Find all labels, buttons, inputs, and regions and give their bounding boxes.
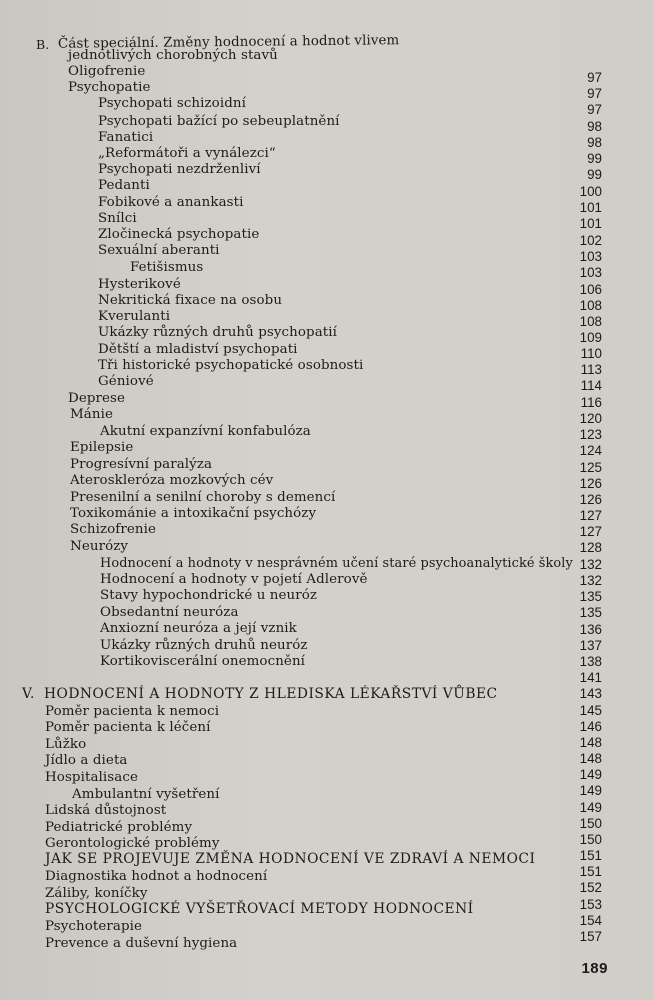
toc-entry-label: Psychopati bažící po sebeuplatnění (98, 114, 340, 129)
toc-entry-page: 132 (579, 557, 602, 572)
toc-entry-label: JAK SE PROJEVUJE ZMĚNA HODNOCENÍ VE ZDRAVÍ A NEMOCI (45, 851, 536, 867)
toc-entry-page: 103 (579, 249, 602, 264)
toc-entry-label: Tři historické psychopatické osobnosti (98, 358, 364, 373)
toc-entry-page: 151 (579, 864, 602, 879)
toc-entry-label: Anxiozní neuróza a její vznik (100, 621, 297, 636)
toc-entry-page: 146 (579, 719, 602, 734)
toc-entry-label: Psychopati schizoidní (98, 96, 247, 111)
toc-entry-page: 99 (587, 167, 602, 182)
toc-entry-page: 152 (579, 880, 602, 895)
toc-entry-label: Schizofrenie (70, 522, 157, 537)
toc-entry-label: Psychopatie (68, 80, 151, 95)
toc-entry-label: Záliby, koníčky (45, 886, 148, 901)
toc-entry-page: 101 (579, 200, 602, 215)
toc-entry-page: 100 (579, 184, 602, 199)
toc-entry-page: 103 (579, 265, 602, 280)
toc-entry-label: Prevence a duševní hygiena (45, 936, 238, 951)
toc-entry-page: 101 (579, 216, 602, 231)
toc-entry-page: 102 (579, 233, 602, 248)
toc-entry-page: 137 (579, 638, 602, 653)
section-b-title-line2: jednotlivých chorobných stavů (68, 48, 278, 63)
toc-entry-label: Diagnostika hodnot a hodnocení (45, 869, 268, 884)
toc-entry-page: 120 (579, 411, 602, 426)
toc-entry-page: 106 (579, 282, 602, 297)
toc-entry-label: Presenilní a senilní choroby s demencí (70, 490, 336, 505)
toc-entry-page: 153 (579, 897, 602, 912)
toc-entry-label: Psychoterapie (45, 919, 143, 934)
toc-entry-label: Fobikové a anankasti (98, 195, 244, 210)
toc-entry-page: 99 (587, 151, 602, 166)
toc-entry-page: 154 (579, 913, 602, 928)
toc-entry-label: Hodnocení a hodnoty v pojetí Adlerově (100, 572, 368, 587)
toc-entry-page: 113 (580, 362, 602, 377)
toc-entry-page: 108 (579, 314, 602, 329)
toc-entry-page: 109 (579, 330, 602, 345)
toc-entry-page: 97 (587, 70, 602, 85)
toc-entry-label: Nekritická fixace na osobu (98, 293, 283, 308)
toc-entry-page: 148 (579, 751, 602, 766)
toc-entry-page: 150 (579, 816, 602, 831)
toc-entry-page: 108 (579, 298, 602, 313)
toc-entry-label: Gerontologické problémy (45, 836, 220, 851)
toc-entry-label: „Reformátoři a vynálezci“ (98, 146, 276, 161)
toc-entry-label: Ukázky různých druhů neuróz (100, 638, 308, 653)
toc-entry-page: 98 (587, 119, 602, 134)
toc-entry-label: Pediatrické problémy (45, 820, 193, 835)
toc-entry-page: 145 (579, 703, 602, 718)
toc-entry-page: 135 (579, 589, 602, 604)
toc-entry-page: 128 (579, 540, 602, 555)
toc-entry-page: 151 (579, 848, 602, 863)
toc-entry-label: Deprese (68, 391, 126, 406)
toc-entry-page: 136 (579, 622, 602, 637)
toc-entry-page: 114 (580, 378, 602, 393)
toc-entry-page: 149 (579, 767, 602, 782)
section-v-marker: V. (22, 686, 35, 702)
toc-entry-page: 116 (580, 395, 602, 410)
toc-entry-label: Géniové (98, 374, 154, 389)
toc-entry-page: 126 (579, 476, 602, 491)
toc-entry-label: Poměr pacienta k léčení (45, 720, 211, 735)
toc-entry-label: Hospitalisace (45, 770, 138, 785)
toc-entry-label: Kortikoviscerální onemocnění (100, 654, 306, 669)
toc-entry-label: Ukázky různých druhů psychopatií (98, 325, 338, 340)
toc-entry-page: 110 (580, 346, 602, 361)
toc-entry-page: 98 (587, 135, 602, 150)
toc-entry-label: Lidská důstojnost (45, 803, 167, 818)
page-number: 189 (581, 960, 608, 977)
toc-entry-label: Progresívní paralýza (70, 457, 213, 472)
toc-entry-page: 149 (579, 800, 602, 815)
toc-entry-label: Oligofrenie (68, 64, 146, 79)
toc-entry-page: 148 (579, 735, 602, 750)
toc-entry-page: 126 (579, 492, 602, 507)
toc-entry-label: Kverulanti (98, 309, 171, 324)
toc-entry-page: 127 (579, 524, 602, 539)
toc-entry-label: Sexuální aberanti (98, 243, 220, 258)
toc-entry-page: 150 (579, 832, 602, 847)
toc-entry-label: Hysterikové (98, 277, 181, 292)
toc-entry-label: Lůžko (45, 737, 87, 752)
toc-entry-label: Ambulantní vyšetření (72, 787, 220, 802)
toc-entry-page: 141 (579, 670, 602, 685)
toc-entry-label: Zločinecká psychopatie (98, 227, 260, 242)
toc-entry-label: Stavy hypochondrické u neuróz (100, 588, 318, 603)
toc-entry-label: Toxikománie a intoxikační psychózy (70, 506, 317, 521)
toc-entry-page: 135 (579, 605, 602, 620)
toc-entry-page: 125 (579, 460, 602, 475)
toc-entry-label: Pedanti (98, 178, 150, 193)
toc-entry-page: 124 (579, 443, 602, 458)
toc-entry-label: Akutní expanzívní konfabulóza (100, 424, 311, 439)
toc-entry-page: 149 (579, 783, 602, 798)
toc-entry-label: Jídlo a dieta (45, 753, 128, 768)
toc-entry-label: Ateroskleróza mozkových cév (70, 473, 274, 488)
section-b-title-line1: Část speciální. Změny hodnocení a hodnot vlivem (57, 33, 400, 52)
toc-entry-label: Dětští a mladiství psychopati (98, 342, 298, 357)
toc-entry-label: Snílci (98, 211, 137, 226)
toc-entry-page: 138 (579, 654, 602, 669)
toc-entry-page: 157 (579, 929, 602, 944)
section-v-title: HODNOCENÍ A HODNOTY Z HLEDISKA LÉKAŘSTVÍ VŮBEC (44, 686, 498, 702)
toc-entry-label: Obsedantní neuróza (100, 605, 239, 620)
toc-entry-label: Fanatici (98, 130, 154, 145)
toc-entry-page: 97 (587, 86, 602, 101)
toc-entry-label: Mánie (70, 407, 114, 422)
toc-entry-page: 97 (587, 102, 602, 117)
toc-entry-page: 143 (579, 686, 602, 701)
toc-entry-label: Hodnocení a hodnoty v nesprávném učení staré psychoanalytické školy (100, 556, 573, 571)
toc-entry-label: Fetišismus (130, 260, 204, 275)
toc-entry-page: 123 (579, 427, 602, 442)
toc-entry-label: Epilepsie (70, 440, 134, 455)
toc-entry-label: PSYCHOLOGICKÉ VYŠETŘOVACÍ METODY HODNOCENÍ (45, 901, 474, 917)
section-b-marker: B. (36, 37, 50, 52)
toc-entry-label: Poměr pacienta k nemoci (45, 704, 220, 719)
toc-entry-page: 132 (579, 573, 602, 588)
toc-entry-label: Psychopati nezdrženliví (98, 162, 261, 177)
toc-entry-label: Neurózy (70, 539, 129, 554)
toc-entry-page: 127 (579, 508, 602, 523)
